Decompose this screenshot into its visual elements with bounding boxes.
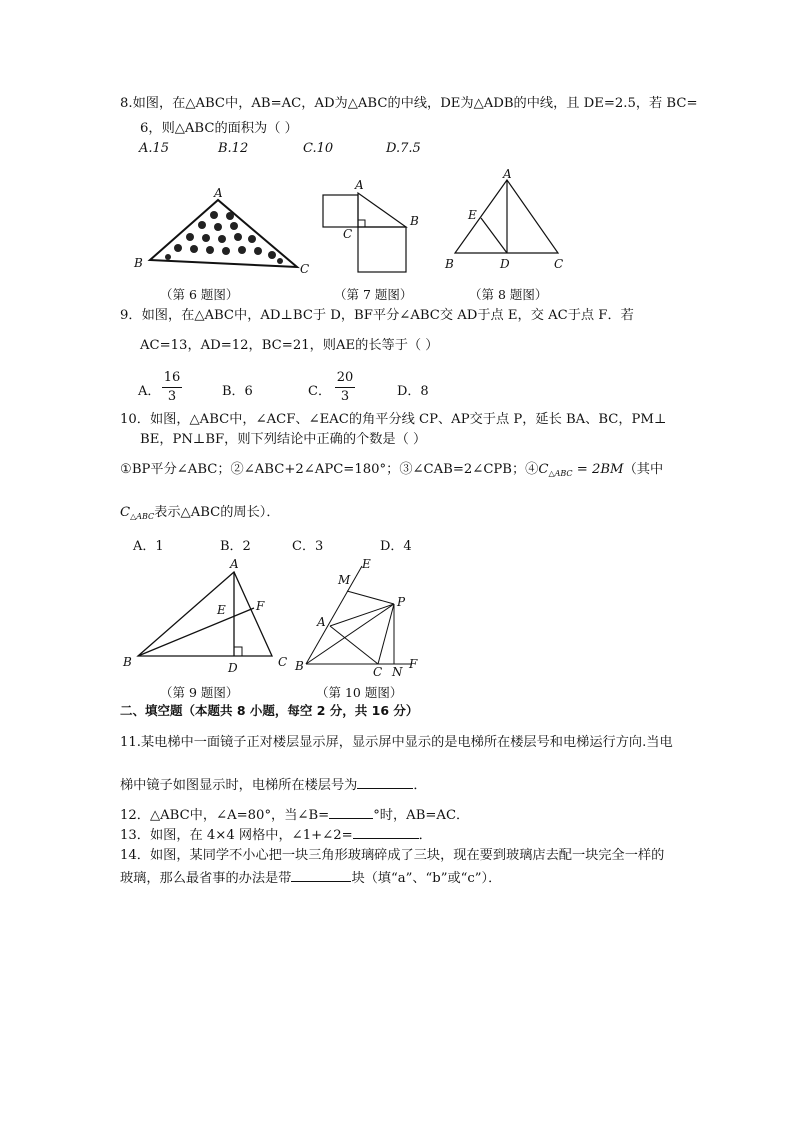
- caption-fig10: （第 10 题图）: [316, 685, 403, 700]
- q12-text-a: 12．△ABC中，∠A=80°，当∠B=: [120, 808, 330, 823]
- q12-line: [120, 806, 469, 825]
- fig9-label-c: C: [278, 655, 288, 669]
- q11-line2: [120, 776, 427, 795]
- fig10-label-e: E: [362, 557, 371, 571]
- q8-line2: 6，则△ABC的面积为（ ）: [140, 121, 298, 136]
- q13-text-b: ．: [418, 828, 432, 843]
- q14-line2-end: 块（填“a”、“b”或“c”）．: [351, 871, 502, 886]
- q9-option-c-den: 3: [340, 389, 350, 404]
- fig8-label-e: E: [468, 208, 477, 222]
- q10-note-sub: △ABC: [130, 512, 155, 521]
- q14-line2: [120, 869, 501, 888]
- fig10-label-c: C: [373, 665, 383, 679]
- fig7-label-c: C: [343, 227, 353, 241]
- fig10-label-a: A: [317, 615, 326, 629]
- q9-option-a-prefix: A．: [138, 384, 161, 399]
- q10-perimeter-c: C: [538, 462, 549, 477]
- figure-6-triangle: [130, 185, 315, 275]
- q10-line2: BE，PN⊥BF，则下列结论中正确的个数是（ ）: [140, 432, 427, 447]
- q10-option-a: A．1: [133, 539, 164, 554]
- caption-fig9: （第 9 题图）: [160, 685, 239, 700]
- caption-fig8: （第 8 题图）: [469, 287, 548, 302]
- q9-option-a-num: 16: [163, 370, 181, 385]
- q10-option-d: D．4: [380, 539, 412, 554]
- fig9-label-b: B: [123, 655, 132, 669]
- q9-option-d: D．8: [397, 384, 429, 399]
- figure-8-triangle: [440, 168, 575, 273]
- q13-text-a: 13．如图，在 4×4 网格中，∠1+∠2=: [120, 828, 353, 843]
- q13-answer-blank[interactable]: [353, 826, 419, 839]
- q8-option-a: A.15: [139, 141, 170, 156]
- q9-option-c-prefix: C．: [308, 384, 331, 399]
- q9-line2: AC=13，AD=12，BC=21，则AE的长等于（ ）: [140, 338, 439, 353]
- q14-answer-blank[interactable]: [291, 869, 351, 882]
- q9-option-c-fraction: [335, 370, 355, 405]
- q10-statements: ①BP平分∠ABC；②∠ABC+2∠APC=180°；③∠CAB=2∠CPB；④: [120, 462, 539, 477]
- fig8-label-b: B: [445, 257, 454, 271]
- fig8-label-a: A: [503, 168, 512, 181]
- fig10-label-f: F: [409, 657, 418, 671]
- figure-9-triangle: [120, 556, 295, 678]
- caption-fig6: （第 6 题图）: [160, 287, 239, 302]
- q9-option-a-den: 3: [167, 389, 177, 404]
- q10-note-c: C: [120, 505, 131, 520]
- fig9-label-a: A: [230, 557, 239, 571]
- q11-answer-blank[interactable]: [357, 776, 413, 789]
- q9-option-b: B．6: [222, 384, 253, 399]
- q9-option-c-num: 20: [336, 370, 354, 385]
- section-2-title: 二、填空题（本题共 8 小题，每空 2 分，共 16 分）: [120, 703, 419, 718]
- fig6-label-a: A: [214, 186, 223, 200]
- fig7-label-b: B: [410, 214, 419, 228]
- q14-line2-text: 玻璃，那么最省事的办法是带: [120, 871, 292, 886]
- q10-perimeter-eq: = 2BM: [572, 462, 624, 477]
- q8-line1: 8.如图，在△ABC中，AB=AC，AD为△ABC的中线，DE为△ADB的中线，且 DE=2.5，若 BC=: [120, 96, 698, 111]
- q9-option-a-fraction: [162, 370, 182, 405]
- q12-text-b: °时，AB=AC．: [373, 808, 470, 823]
- q13-line: [120, 826, 432, 845]
- caption-fig7: （第 7 题图）: [334, 287, 413, 302]
- q14-line1: 14．如图，某同学不小心把一块三角形玻璃碎成了三块，现在要到玻璃店去配一块完全一样的: [120, 848, 665, 863]
- q10-line4: [120, 504, 280, 526]
- q8-option-d: D.7.5: [386, 141, 421, 156]
- q10-line1: 10．如图，△ABC中，∠ACF、∠EAC的角平分线 CP、AP交于点 P，延长 BA、BC，PM⊥: [120, 412, 667, 427]
- q10-note-tail: 表示△ABC的周长）．: [154, 505, 280, 520]
- fig9-label-d: D: [228, 661, 238, 675]
- fig7-label-a: A: [355, 178, 364, 192]
- fig6-label-b: B: [134, 256, 143, 270]
- q8-option-c: C.10: [303, 141, 334, 156]
- fig9-label-f: F: [256, 599, 265, 613]
- q10-line3-tail: （其中: [623, 462, 664, 477]
- q8-option-b: B.12: [218, 141, 249, 156]
- fig9-label-e: E: [217, 603, 226, 617]
- q10-perimeter-sub: △ABC: [548, 469, 573, 478]
- q11-line2-text: 梯中镜子如图显示时，电梯所在楼层号为: [120, 778, 358, 793]
- fig10-label-m: M: [338, 573, 351, 587]
- q10-option-c: C．3: [292, 539, 324, 554]
- fig8-label-d: D: [500, 257, 510, 271]
- fig10-label-b: B: [295, 659, 304, 673]
- q11-line1: 11.某电梯中一面镜子正对楼层显示屏，显示屏中显示的是电梯所在楼层号和电梯运行方向.当电: [120, 735, 673, 750]
- q10-line3: [120, 461, 663, 483]
- fig8-label-c: C: [554, 257, 564, 271]
- figure-7-squares: [318, 175, 428, 275]
- q12-answer-blank[interactable]: [329, 806, 373, 819]
- fig6-label-c: C: [300, 262, 310, 275]
- fig10-label-p: P: [397, 595, 406, 609]
- q9-line1: 9．如图，在△ABC中，AD⊥BC于 D，BF平分∠ABC交 AD于点 E，交 AC于点 F．若: [120, 308, 634, 323]
- q11-line2-end: ．: [413, 778, 427, 793]
- q10-option-b: B．2: [220, 539, 251, 554]
- fig10-label-n: N: [392, 665, 403, 679]
- figure-10-diagram: [292, 556, 422, 680]
